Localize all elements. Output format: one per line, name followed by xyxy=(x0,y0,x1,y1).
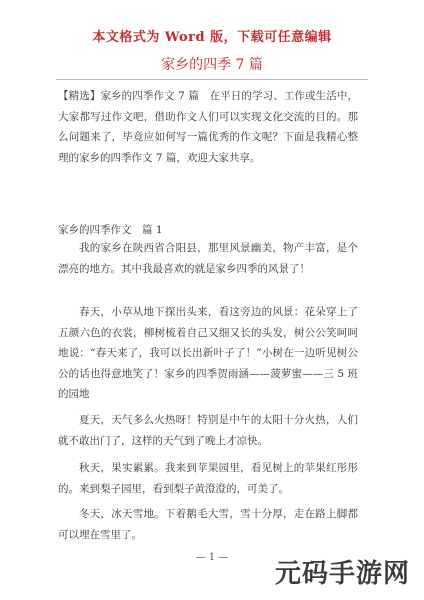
section-heading: 家乡的四季作文 篇 1 xyxy=(58,224,163,236)
paragraph-3: 夏天，天气多么火热呀！特别是中午的太阳十分火热，人们就不敢出门了，这样的天气到了晚上才凉快。 xyxy=(58,414,358,447)
title-divider xyxy=(56,79,368,80)
site-watermark: 元码手游网 xyxy=(274,559,410,589)
paragraph-2: 春天，小草从地下探出头来，看这旁边的风景：花朵穿上了五颜六色的衣裳，柳树梳着自己又细又长的头发，树公公笑呵呵地说：“春天来了，我可以长出新叶子了！”小树在一边听见树公公的话也得意地笑了！家乡的四季贺雨涵——菠萝蜜——三 5 班的园地 xyxy=(58,306,358,400)
paragraph-5: 冬天，冰天雪地。下着鹅毛大雪，雪十分厚，走在路上脚都可以埋在雪里了。 xyxy=(58,508,358,541)
document-title: 家乡的四季 7 篇 xyxy=(161,57,263,73)
paragraph-1: 我的家乡在陕西省合阳县，那里风景幽美，物产丰富，是个漂亮的地方。其中我最喜欢的就是家乡四季的风景了！ xyxy=(58,242,358,275)
editable-banner: 本文格式为 Word 版，下载可任意编辑 xyxy=(92,30,332,45)
page-number: — 1 — xyxy=(195,552,229,563)
intro-paragraph: 【精选】家乡的四季作文 7 篇 在平日的学习、工作或生活中，大家都写过作文吧，借助作文人们可以实现文化交流的目的。那么问题来了，毕竟应如何写一篇优秀的作文呢？下面是我精心整理的家乡的四季作文 7 篇，欢迎大家共享。 xyxy=(58,90,358,164)
paragraph-4: 秋天，果实累累。我来到苹果园里，看见树上的苹果红彤彤的。来到梨子园里，看到梨子黄澄澄的，可美了。 xyxy=(58,462,358,495)
